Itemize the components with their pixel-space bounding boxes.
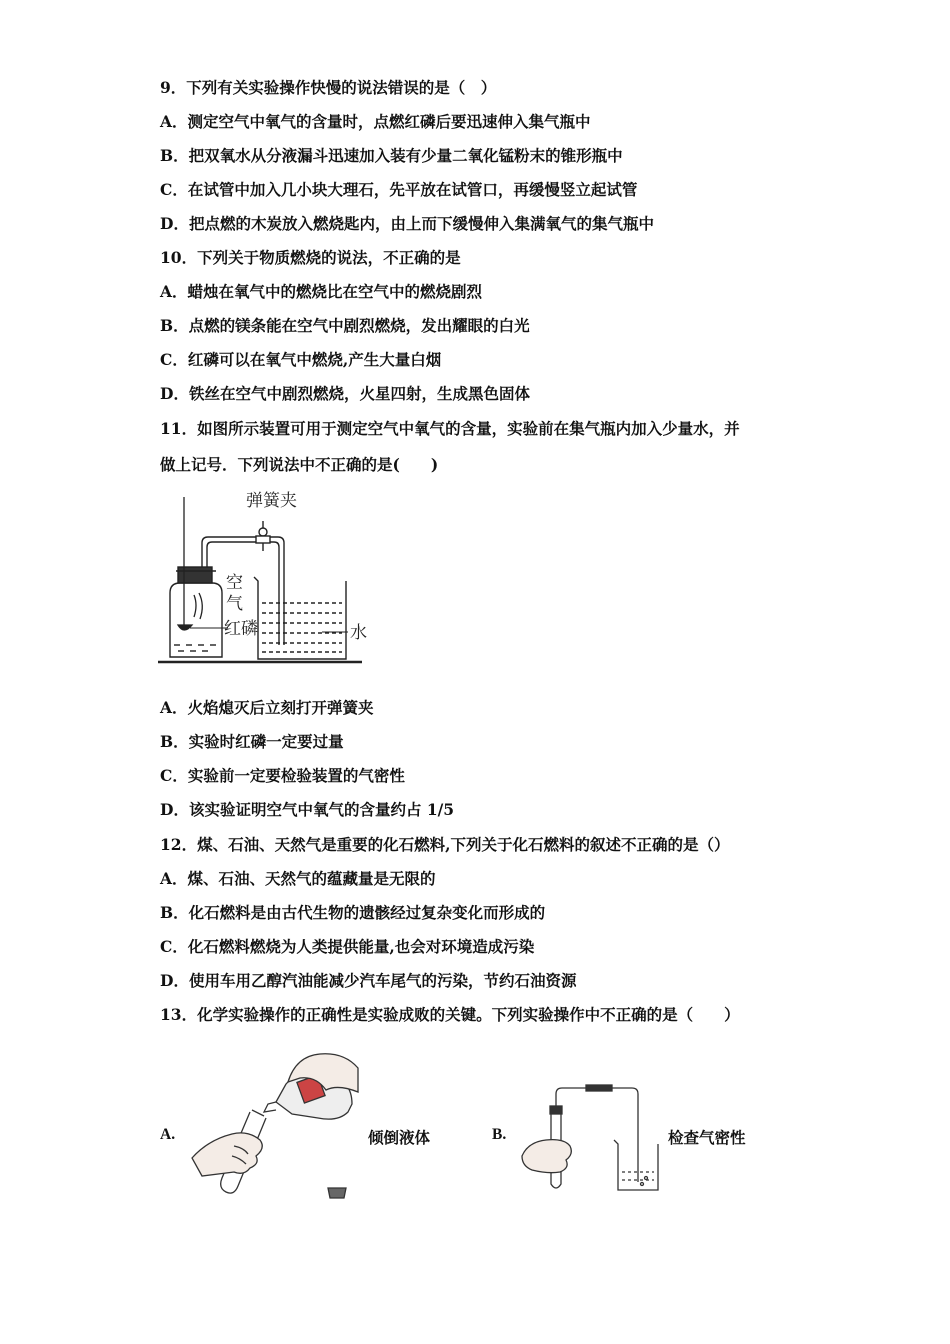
q13-stem: 13．化学实验操作的正确性是实验成败的关键。下列实验操作中不正确的是（ ）	[160, 1005, 740, 1024]
q13-option-a-text: 倾倒液体	[368, 1128, 431, 1147]
oxygen-apparatus-figure	[150, 485, 390, 670]
label-spring-clip: 弹簧夹	[246, 491, 297, 511]
q11-stem-line2: 做上记号．下列说法中不正确的是( )	[160, 455, 439, 474]
q11-option-b: B．实验时红磷一定要过量	[160, 732, 344, 751]
q10-stem: 10．下列关于物质燃烧的说法，不正确的是	[160, 248, 461, 267]
label-water: 水	[350, 623, 367, 643]
beaker-icon	[614, 1140, 658, 1190]
beaker	[254, 577, 346, 659]
q10-option-c: C．红磷可以在氧气中燃烧,产生大量白烟	[160, 350, 442, 369]
gas-jar	[170, 567, 222, 657]
q13-option-b-text: 检查气密性	[668, 1128, 746, 1147]
q9-option-a: A．测定空气中氧气的含量时，点燃红磷后要迅速伸入集气瓶中	[160, 112, 591, 131]
q12-option-c: C．化石燃料燃烧为人类提供能量,也会对环境造成污染	[160, 937, 535, 956]
combustion-spoon	[178, 497, 202, 630]
q11-option-d: D．该实验证明空气中氧气的含量约占 1/5	[160, 800, 455, 819]
q12-stem: 12．煤、石油、天然气是重要的化石燃料,下列关于化石燃料的叙述不正确的是（）	[160, 835, 730, 854]
airtightness-figure	[514, 1080, 664, 1200]
q13-option-a-label: A.	[160, 1126, 176, 1143]
pour-liquid-figure	[188, 1048, 368, 1203]
q11-option-a: A．火焰熄灭后立刻打开弹簧夹	[160, 698, 374, 717]
q9-option-d: D．把点燃的木炭放入燃烧匙内，由上而下缓慢伸入集满氧气的集气瓶中	[160, 214, 654, 233]
label-air-1: 空	[226, 573, 243, 593]
q12-option-a: A．煤、石油、天然气的蕴藏量是无限的	[160, 869, 436, 888]
q10-option-a: A．蜡烛在氧气中的燃烧比在空气中的燃烧剧烈	[160, 282, 483, 301]
stopper-icon	[328, 1188, 346, 1198]
hand-icon	[192, 1133, 262, 1176]
q13-option-b-label: B.	[492, 1126, 507, 1143]
q9-option-c: C．在试管中加入几小块大理石，先平放在试管口，再缓慢竖立起试管	[160, 180, 638, 199]
rubber-tube-icon	[586, 1085, 612, 1091]
q10-option-d: D．铁丝在空气中剧烈燃烧，火星四射，生成黑色固体	[160, 384, 530, 403]
hand-icon	[522, 1140, 571, 1173]
q10-option-b: B．点燃的镁条能在空气中剧烈燃烧，发出耀眼的白光	[160, 316, 530, 335]
label-red-phosphorus: 红磷	[224, 619, 258, 639]
spring-clip-icon	[256, 521, 270, 551]
label-air-2: 气	[226, 594, 243, 614]
q9-option-b: B．把双氧水从分液漏斗迅速加入装有少量二氧化锰粉末的锥形瓶中	[160, 146, 623, 165]
q9-stem: 9．下列有关实验操作快慢的说法错误的是（ ）	[160, 78, 497, 97]
q12-option-d: D．使用车用乙醇汽油能减少汽车尾气的污染，节约石油资源	[160, 971, 577, 990]
q11-option-c: C．实验前一定要检验装置的气密性	[160, 766, 405, 785]
delivery-tube	[556, 1088, 638, 1182]
q11-stem-line1: 11．如图所示装置可用于测定空气中氧气的含量，实验前在集气瓶内加入少量水，并	[160, 419, 740, 438]
q12-option-b: B．化石燃料是由古代生物的遗骸经过复杂变化而形成的	[160, 903, 546, 922]
